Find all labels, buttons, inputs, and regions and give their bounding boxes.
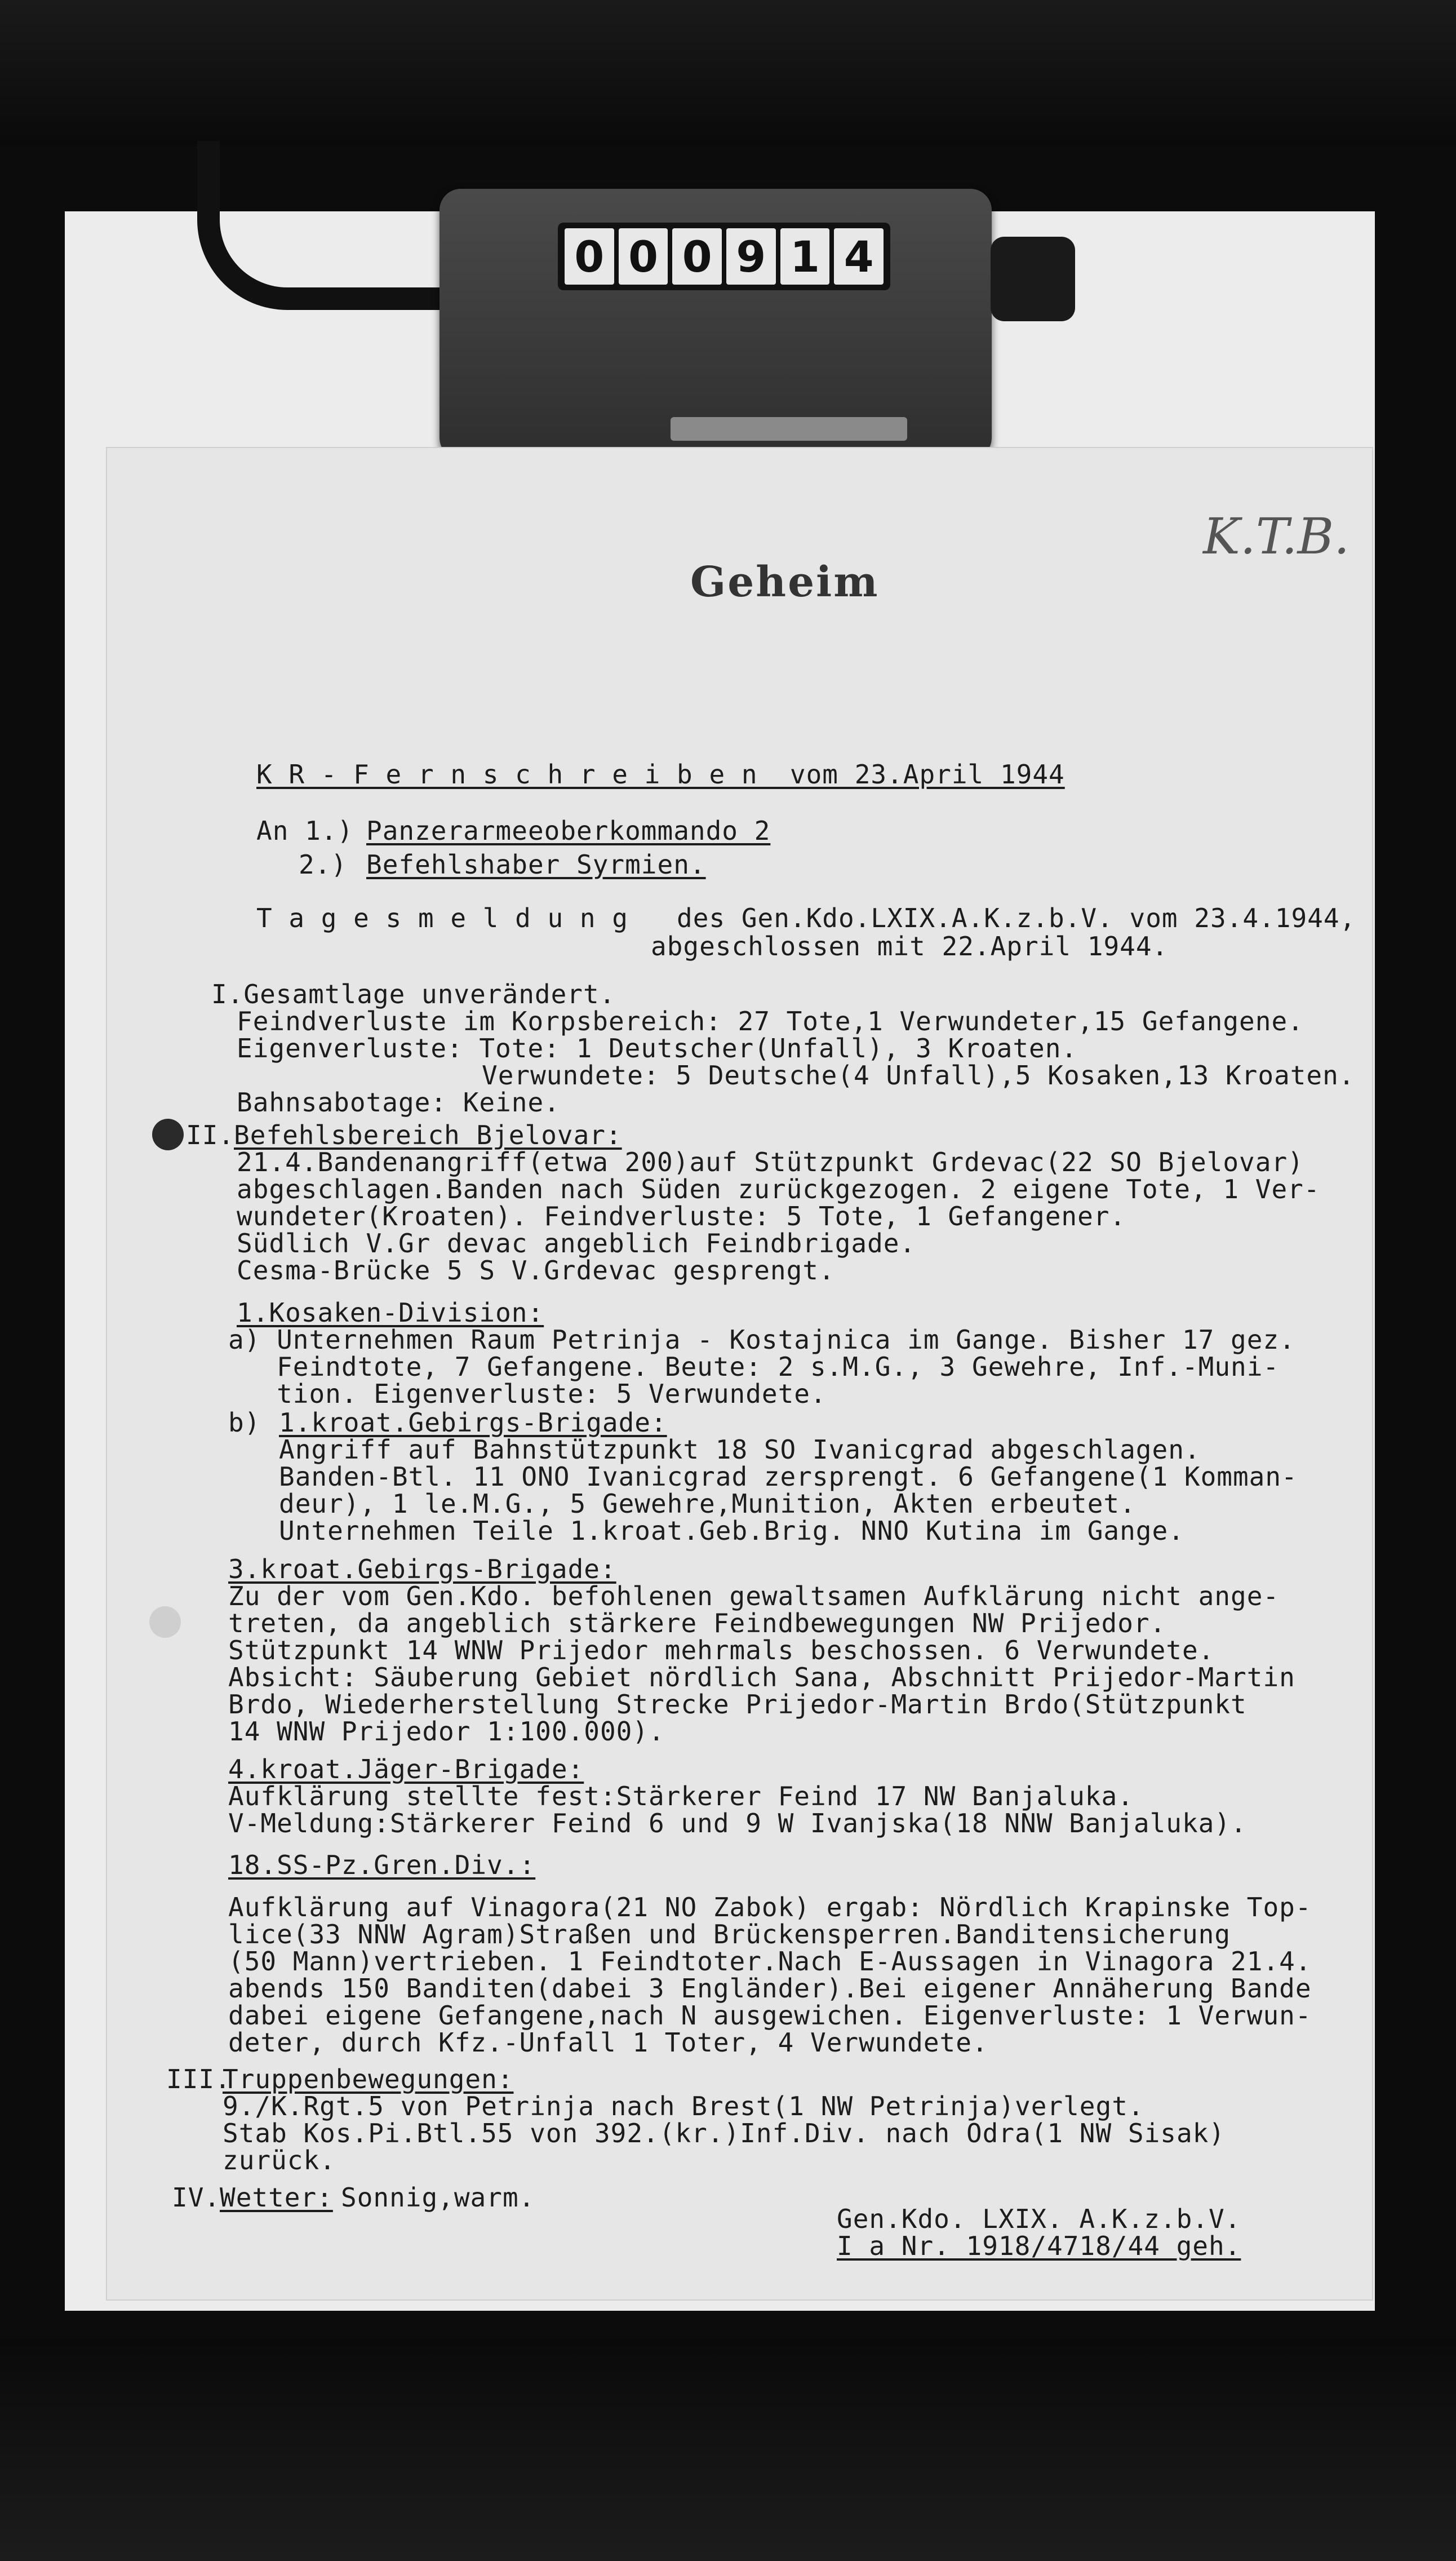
section-3-title: Truppenbewegungen: — [223, 2064, 514, 2094]
jaeger-title: 4.kroat.Jäger-Brigade: — [228, 1754, 584, 1784]
section-1-line: Bahnsabotage: Keine. — [237, 1087, 560, 1118]
section-4-prefix: IV. — [172, 2182, 221, 2213]
signature-line: Gen.Kdo. LXIX. A.K.z.b.V. — [837, 2204, 1241, 2234]
punch-hole — [152, 1119, 184, 1150]
counter-digit: 0 — [619, 228, 668, 285]
gebirgs-3-line: Zu der vom Gen.Kdo. befohlenen gewaltsamen Aufklärung nicht ange- — [228, 1581, 1280, 1611]
kosaken-line: Feindtote, 7 Gefangene. Beute: 2 s.M.G., 3 Gewehre, Inf.-Muni- — [228, 1352, 1280, 1382]
section-4-title: Wetter: — [220, 2182, 333, 2213]
section-2-prefix: II. — [186, 1120, 235, 1150]
section-4-value: Sonnig,warm. — [341, 2182, 535, 2213]
jaeger-line: Aufklärung stellte fest:Stärkerer Feind 17 NW Banjaluka. — [228, 1781, 1134, 1811]
gebirgs-1-line: Angriff auf Bahnstützpunkt 18 SO Ivanicgrad abgeschlagen. — [279, 1434, 1201, 1465]
kosaken-line: a) Unternehmen Raum Petrinja - Kostajnica im Gange. Bisher 17 gez. — [228, 1324, 1295, 1355]
document-title: K R - F e r n s c h r e i b e n vom 23.April 1944 — [256, 759, 1065, 790]
counter-digit: 0 — [565, 228, 614, 285]
ss-line: deter, durch Kfz.-Unfall 1 Toter, 4 Verwundete. — [228, 2027, 988, 2058]
section-1-title: I.Gesamtlage unverändert. — [211, 979, 616, 1009]
section-3-line: zurück. — [223, 2145, 336, 2175]
recipient-1-prefix: An 1.) — [256, 816, 354, 846]
gebirgs-1-title: 1.kroat.Gebirgs-Brigade: — [279, 1407, 667, 1438]
gebirgs-1-line: deur), 1 le.M.G., 5 Gewehre,Munition, Akten erbeutet. — [279, 1488, 1136, 1519]
section-1-line: Feindverluste im Korpsbereich: 27 Tote,1 Verwundeter,15 Gefangene. — [237, 1006, 1304, 1036]
section-3-line: Stab Kos.Pi.Btl.55 von 392.(kr.)Inf.Div. nach Odra(1 NW Sisak) — [223, 2118, 1226, 2148]
punch-hole — [149, 1606, 181, 1638]
section-2-line: Cesma-Brücke 5 S V.Grdevac gesprengt. — [237, 1255, 835, 1286]
report-line: abgeschlossen mit 22.April 1944. — [651, 931, 1169, 962]
ss-line: lice(33 NNW Agram)Straßen und Brückensperren.Banditensicherung — [228, 1919, 1231, 1949]
counter-display — [558, 223, 890, 290]
recipient-2: Befehlshaber Syrmien. — [366, 849, 706, 880]
gebirgs-3-title: 3.kroat.Gebirgs-Brigade: — [228, 1554, 616, 1584]
gebirgs-3-line: Brdo, Wiederherstellung Strecke Prijedor-Martin Brdo(Stützpunkt — [228, 1689, 1247, 1720]
gebirgs-3-line: treten, da angeblich stärkere Feindbewegungen NW Prijedor. — [228, 1608, 1166, 1638]
section-2-title: Befehlsbereich Bjelovar: — [234, 1120, 622, 1150]
ss-title: 18.SS-Pz.Gren.Div.: — [228, 1850, 536, 1880]
ss-line: (50 Mann)vertrieben. 1 Feindtoter.Nach E-Aussagen in Vinagora 21.4. — [228, 1946, 1312, 1977]
ss-line: dabei eigene Gefangene,nach N ausgewichen. Eigenverluste: 1 Verwun- — [228, 2000, 1312, 2031]
recipient-2-prefix: 2.) — [299, 849, 348, 880]
classification-stamp: Geheim — [690, 558, 880, 606]
section-2-line: wundeter(Kroaten). Feindverluste: 5 Tote, 1 Gefangener. — [237, 1201, 1126, 1231]
counter-digit: 1 — [780, 228, 830, 285]
section-3-line: 9./K.Rgt.5 von Petrinja nach Brest(1 NW Petrinja)verlegt. — [223, 2091, 1144, 2121]
section-1-line: Verwundete: 5 Deutsche(4 Unfall),5 Kosaken,13 Kroaten. — [482, 1060, 1355, 1091]
section-2-line: 21.4.Bandenangriff(etwa 200)auf Stützpunkt Grdevac(22 SO Bjelovar) — [237, 1147, 1304, 1177]
counter-digit: 0 — [672, 228, 722, 285]
counter-digit: 4 — [834, 228, 884, 285]
ss-line: abends 150 Banditen(dabei 3 Engländer).Bei eigener Annäherung Bande — [228, 1973, 1312, 2004]
jaeger-line: V-Meldung:Stärkerer Feind 6 und 9 W Ivanjska(18 NNW Banjaluka). — [228, 1808, 1247, 1838]
handwritten-annotation: K.T.B. — [1203, 507, 1350, 565]
telegram-document — [107, 448, 1372, 2299]
kosaken-line: tion. Eigenverluste: 5 Verwundete. — [228, 1379, 827, 1409]
b-prefix: b) — [228, 1407, 261, 1438]
section-2-line: Südlich V.Gr devac angeblich Feindbrigade. — [237, 1228, 916, 1259]
gebirgs-1-line: Banden-Btl. 11 ONO Ivanicgrad zersprengt. 6 Gefangene(1 Komman- — [279, 1461, 1298, 1492]
counter-knob — [991, 237, 1075, 321]
ss-line: Aufklärung auf Vinagora(21 NO Zabok) ergab: Nördlich Krapinske Top- — [228, 1892, 1312, 1922]
recipient-1: Panzerarmeeoberkommando 2 — [366, 816, 771, 846]
gebirgs-3-line: 14 WNW Prijedor 1:100.000). — [228, 1716, 665, 1747]
signature-reference: I a Nr. 1918/4718/44 geh. — [837, 2231, 1241, 2261]
report-line: T a g e s m e l d u n g des Gen.Kdo.LXIX.A.K.z.b.V. vom 23.4.1944, — [256, 903, 1356, 933]
section-1-line: Eigenverluste: Tote: 1 Deutscher(Unfall), 3 Kroaten. — [237, 1033, 1078, 1064]
section-3-prefix: III. — [166, 2064, 231, 2094]
counter-lever — [671, 417, 907, 441]
kosaken-title: 1.Kosaken-Division: — [237, 1297, 544, 1328]
section-2-line: abgeschlagen.Banden nach Süden zurückgezogen. 2 eigene Tote, 1 Ver- — [237, 1174, 1320, 1204]
film-border-bottom — [0, 2339, 1456, 2561]
gebirgs-3-line: Absicht: Säuberung Gebiet nördlich Sana, Abschnitt Prijedor-Martin — [228, 1662, 1295, 1692]
counter-digit: 9 — [726, 228, 776, 285]
film-border-top — [0, 0, 1456, 147]
gebirgs-1-line: Unternehmen Teile 1.kroat.Geb.Brig. NNO Kutina im Gange. — [279, 1516, 1184, 1546]
gebirgs-3-line: Stützpunkt 14 WNW Prijedor mehrmals beschossen. 6 Verwundete. — [228, 1635, 1215, 1665]
